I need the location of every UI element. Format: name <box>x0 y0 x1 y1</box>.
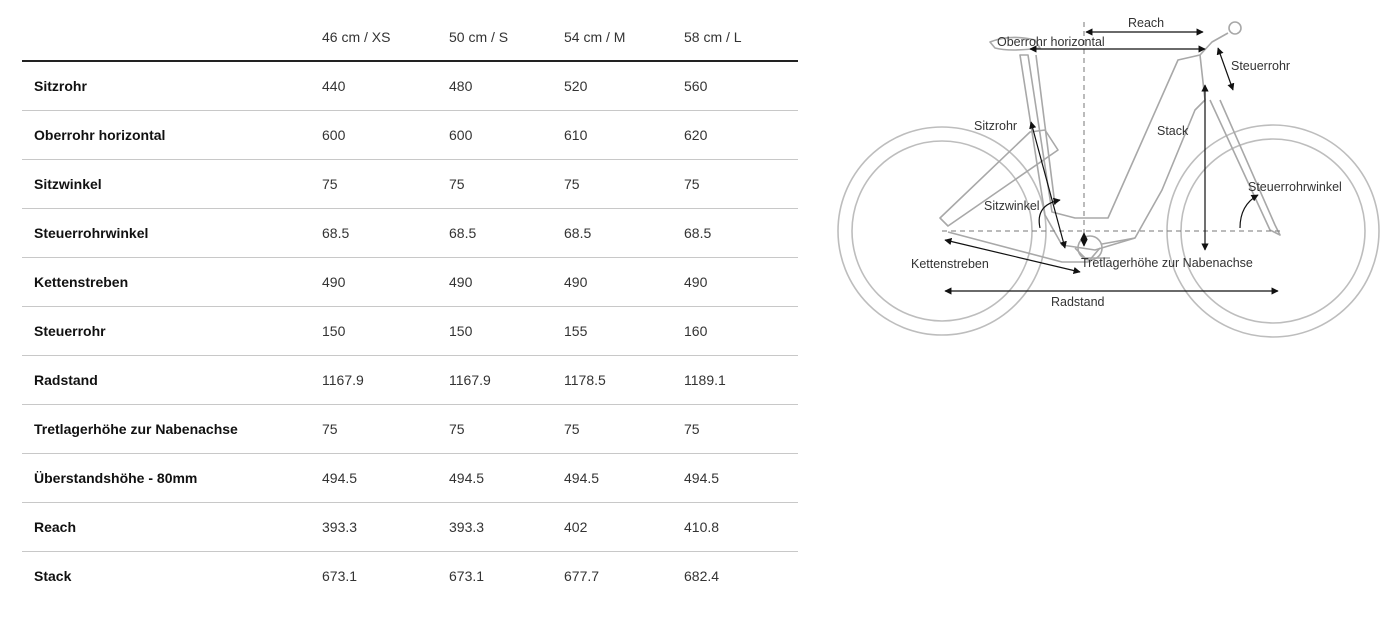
cell-xs: 494.5 <box>322 454 449 503</box>
cell-l: 75 <box>684 405 798 454</box>
row-label: Oberrohr horizontal <box>22 111 322 160</box>
table-row <box>22 356 798 405</box>
cell-m: 610 <box>564 111 684 160</box>
cell-m: 75 <box>564 405 684 454</box>
cell-s: 673.1 <box>449 568 485 584</box>
row-label: Überstandshöhe - 80mm <box>22 454 322 503</box>
cell-l: 620 <box>684 111 798 160</box>
cell-s: 490 <box>449 258 564 307</box>
cell-s: 150 <box>449 307 564 356</box>
cell-l: 160 <box>684 307 798 356</box>
row-label: Sitzrohr <box>22 61 322 111</box>
cell-m: 677.7 <box>564 568 600 584</box>
label-head-angle: Steuerrohrwinkel <box>1248 180 1342 194</box>
cell-m: 520 <box>564 61 684 111</box>
cell-l: 682.4 <box>684 568 720 584</box>
cell-l: 68.5 <box>684 209 798 258</box>
cell-s: 393.3 <box>449 503 564 552</box>
row-label: Steuerrohrwinkel <box>22 209 322 258</box>
cell-l: 494.5 <box>684 454 798 503</box>
cell-s: 494.5 <box>449 454 564 503</box>
header-size-l: 58 cm / L <box>684 13 798 61</box>
cell-xs: 1167.9 <box>322 356 449 405</box>
cell-s: 480 <box>449 61 564 111</box>
cell-s: 1167.9 <box>449 356 564 405</box>
row-label: Sitzwinkel <box>22 160 322 209</box>
row-label: Kettenstreben <box>22 258 322 307</box>
cell-l: 1189.1 <box>684 356 798 405</box>
cell-xs: 673.1 <box>322 568 358 584</box>
label-top-tube: Oberrohr horizontal <box>997 35 1105 49</box>
cell-xs: 440 <box>322 61 449 111</box>
cell-xs: 75 <box>322 405 449 454</box>
cell-s: 68.5 <box>449 209 564 258</box>
table-row <box>22 209 798 258</box>
table-header-row <box>22 13 798 61</box>
cell-xs: 393.3 <box>322 503 449 552</box>
label-seat-tube: Sitzrohr <box>974 119 1018 133</box>
label-wheelbase: Radstand <box>1051 295 1105 309</box>
cell-xs: 75 <box>322 160 449 209</box>
table-row <box>22 503 798 552</box>
header-cell-empty <box>22 13 322 61</box>
cell-s: 75 <box>449 405 564 454</box>
cell-m: 494.5 <box>564 454 684 503</box>
table-row <box>22 61 798 111</box>
row-label: Steuerrohr <box>22 307 322 356</box>
cell-m: 1178.5 <box>564 356 684 405</box>
cell-xs: 490 <box>322 258 449 307</box>
cell-m: 402 <box>564 503 684 552</box>
cell-l: 490 <box>684 258 798 307</box>
label-seat-angle: Sitzwinkel <box>984 199 1040 213</box>
cell-xs: 150 <box>322 307 449 356</box>
measurement-arrows <box>945 32 1278 291</box>
label-chainstay: Kettenstreben <box>911 257 989 271</box>
table-row <box>22 454 798 503</box>
cell-l: 75 <box>684 160 798 209</box>
cell-s: 600 <box>449 111 564 160</box>
header-size-xs: 46 cm / XS <box>322 13 449 61</box>
header-size-m: 54 cm / M <box>564 13 684 61</box>
cell-m: 155 <box>564 307 684 356</box>
table-row <box>22 307 798 356</box>
label-stack: Stack <box>1157 124 1189 138</box>
label-bb-height: Tretlagerhöhe zur Nabenachse <box>1081 256 1253 270</box>
row-label: Radstand <box>22 356 322 405</box>
table-row <box>22 258 798 307</box>
cell-xs: 68.5 <box>322 209 449 258</box>
row-label: Stack <box>34 568 72 584</box>
header-size-s: 50 cm / S <box>449 13 564 61</box>
bike-frame <box>940 22 1280 262</box>
table-row <box>22 160 798 209</box>
cell-l: 410.8 <box>684 503 798 552</box>
row-label: Reach <box>22 503 322 552</box>
cell-s: 75 <box>449 160 564 209</box>
cell-m: 75 <box>564 160 684 209</box>
row-label: Tretlagerhöhe zur Nabenachse <box>22 405 322 454</box>
geometry-table <box>22 13 798 600</box>
cell-m: 68.5 <box>564 209 684 258</box>
cell-xs: 600 <box>322 111 449 160</box>
table-row <box>22 405 798 454</box>
cell-l: 560 <box>684 61 798 111</box>
label-reach: Reach <box>1128 16 1165 30</box>
cell-m: 490 <box>564 258 684 307</box>
bike-geometry-diagram <box>830 10 1390 350</box>
table-row <box>22 552 798 601</box>
table-row <box>22 111 798 160</box>
label-head-tube: Steuerrohr <box>1231 59 1291 73</box>
